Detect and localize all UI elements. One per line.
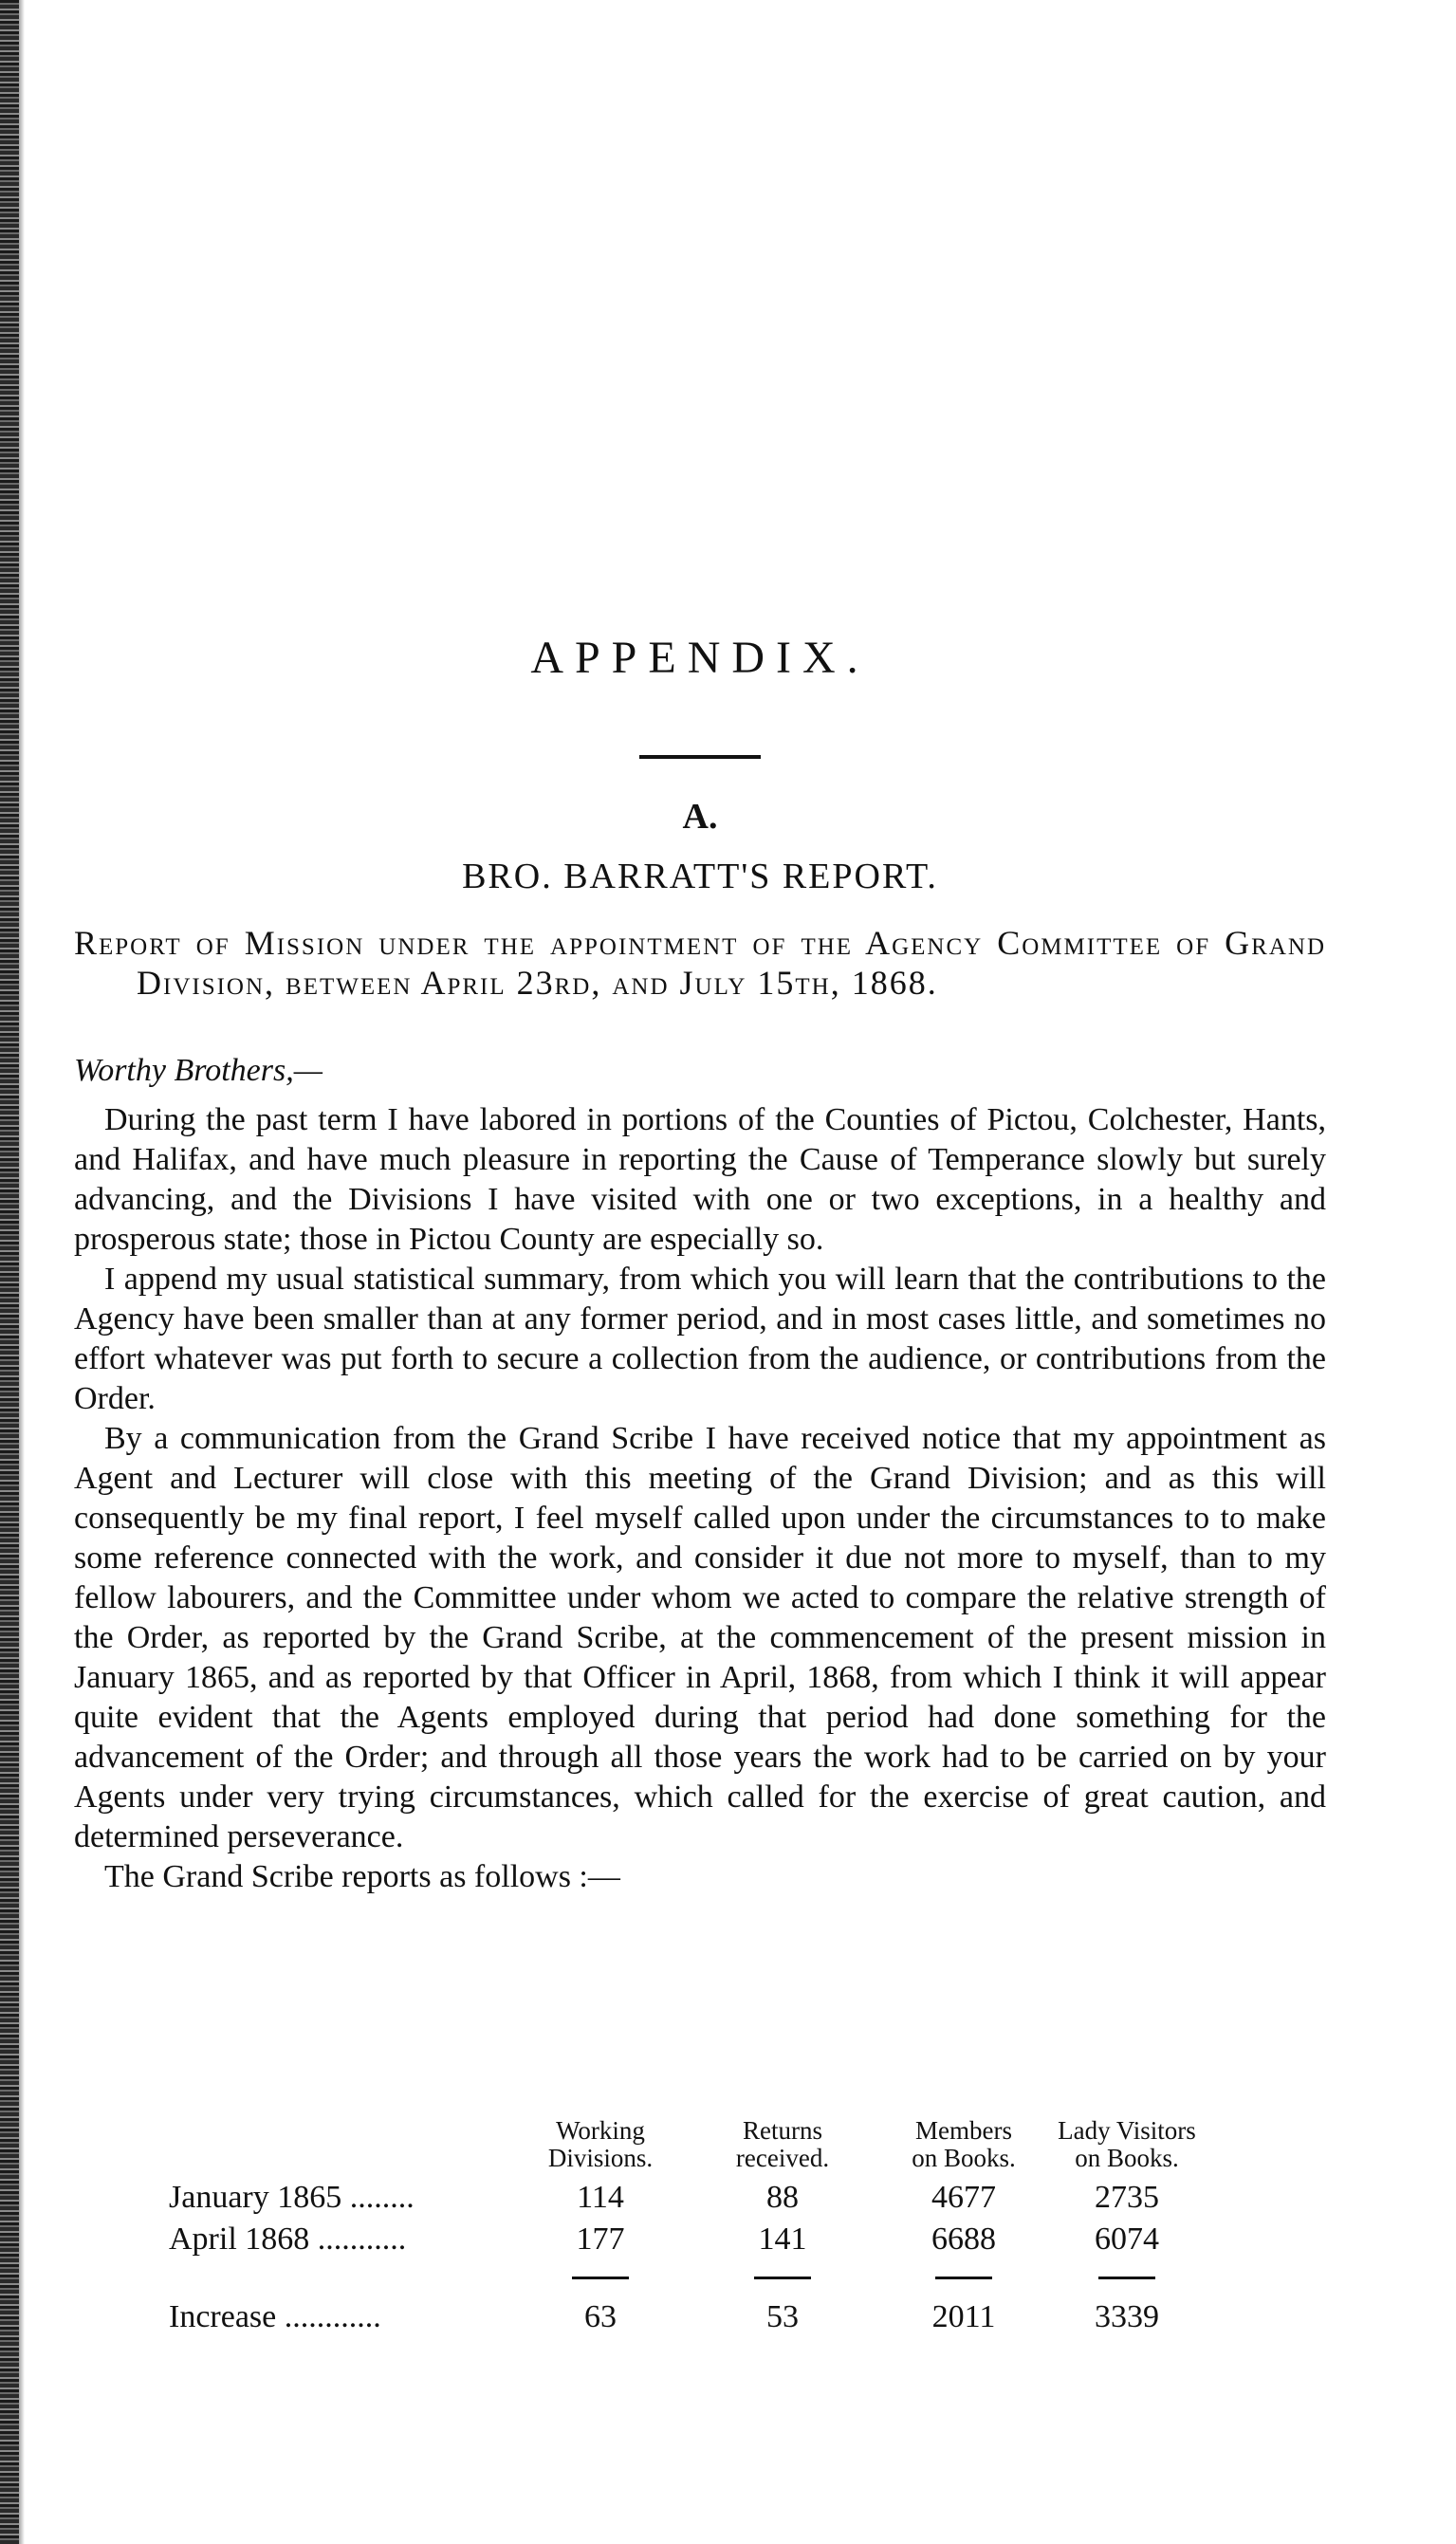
table-row bbox=[74, 2178, 1326, 2218]
table-total-row bbox=[74, 2297, 1326, 2337]
table-cell: 3339 bbox=[1095, 2299, 1159, 2334]
column-header-line: Divisions. bbox=[547, 2144, 654, 2172]
sum-rule bbox=[754, 2277, 811, 2279]
report-body bbox=[74, 1100, 1326, 1897]
table-cell: 88 bbox=[766, 2180, 799, 2215]
column-header-line: Working bbox=[556, 2116, 645, 2145]
table-row bbox=[74, 2220, 1326, 2259]
report-heading-text: Report of Mission under the appointment of the Agency Committee of Grand Division, between April 23rd, and July 15th, 1868. bbox=[74, 924, 1326, 1002]
table-cell: 53 bbox=[766, 2299, 799, 2334]
column-header-line: received. bbox=[735, 2144, 830, 2172]
table-cell: 141 bbox=[758, 2221, 807, 2257]
sum-rule bbox=[935, 2277, 992, 2279]
column-header-line: Members bbox=[915, 2116, 1012, 2145]
column-header-members-on-books bbox=[869, 2117, 1059, 2172]
column-header-line: on Books. bbox=[1075, 2144, 1179, 2172]
report-title: BRO. BARRATT'S REPORT. bbox=[462, 857, 938, 896]
table-cell: 4677 bbox=[931, 2180, 996, 2215]
column-header-returns-received bbox=[688, 2117, 877, 2172]
table-cell: 114 bbox=[577, 2180, 624, 2215]
appendix-title: APPENDIX. bbox=[530, 633, 870, 683]
column-header-line: Lady Visitors bbox=[1058, 2116, 1196, 2145]
sum-rules bbox=[74, 2277, 1326, 2282]
column-header-lady-visitors bbox=[1032, 2117, 1222, 2172]
row-label: Increase ............ bbox=[169, 2299, 381, 2334]
table-cell: 6074 bbox=[1095, 2221, 1159, 2257]
report-heading bbox=[74, 923, 1326, 1003]
sum-rule bbox=[572, 2277, 629, 2279]
row-label: January 1865 ........ bbox=[169, 2180, 415, 2215]
table-cell: 2735 bbox=[1095, 2180, 1159, 2215]
table-cell: 2011 bbox=[931, 2299, 996, 2334]
sum-rule bbox=[1098, 2277, 1155, 2279]
section-letter: A. bbox=[682, 797, 718, 837]
paragraph: I append my usual statistical summary, from which you will learn that the contributions to the Agency have been smaller than at any former period, and in most cases little, and sometimes no effort whatever was put forth to secure a collection from the audience, or contributions from the Order. bbox=[74, 1262, 1326, 1416]
paragraph: By a communication from the Grand Scribe I have received notice that my appointment as Agent and Lecturer will close with this meeting of the Grand Division; and as this will consequently be my final report, I feel myself called upon under the circumstances to to make some reference connected with the work, and consider it due not more to myself, than to my fellow labourers, and the Committee under whom we acted to compare the relative strength of the Order, as reported by the Grand Scribe, at the commencement of the present mission in January 1865, and as reported by that Officer in April, 1868, from which I think it will appear quite evident that the Agents employed during that period had done something for the advancement of the Order; and through all those years the work had to be carried on by your Agents under very trying circumstances, which called for the exercise of great caution, and determined perseverance. bbox=[74, 1421, 1326, 1854]
table-cell: 63 bbox=[584, 2299, 617, 2334]
column-header-line: on Books. bbox=[912, 2144, 1016, 2172]
paragraph: The Grand Scribe reports as follows :— bbox=[104, 1859, 620, 1894]
row-label: April 1868 ........... bbox=[169, 2221, 407, 2257]
table-cell: 177 bbox=[576, 2221, 625, 2257]
paragraph: During the past term I have labored in portions of the Counties of Pictou, Colchester, Hants, and Halifax, and have much pleasure in reporting the Cause of Temperance slowly but surely advancing, and the Divisions I have visited with one or two exceptions, in a healthy and prosperous state; those in Pictou County are especially so. bbox=[74, 1102, 1326, 1257]
title-divider bbox=[639, 755, 761, 759]
salutation: Worthy Brothers,— bbox=[74, 1053, 323, 1088]
column-header-line: Returns bbox=[743, 2116, 822, 2145]
page-binding-edge bbox=[0, 0, 19, 2544]
table-cell: 6688 bbox=[931, 2221, 996, 2257]
column-header-working-divisions bbox=[506, 2117, 695, 2172]
